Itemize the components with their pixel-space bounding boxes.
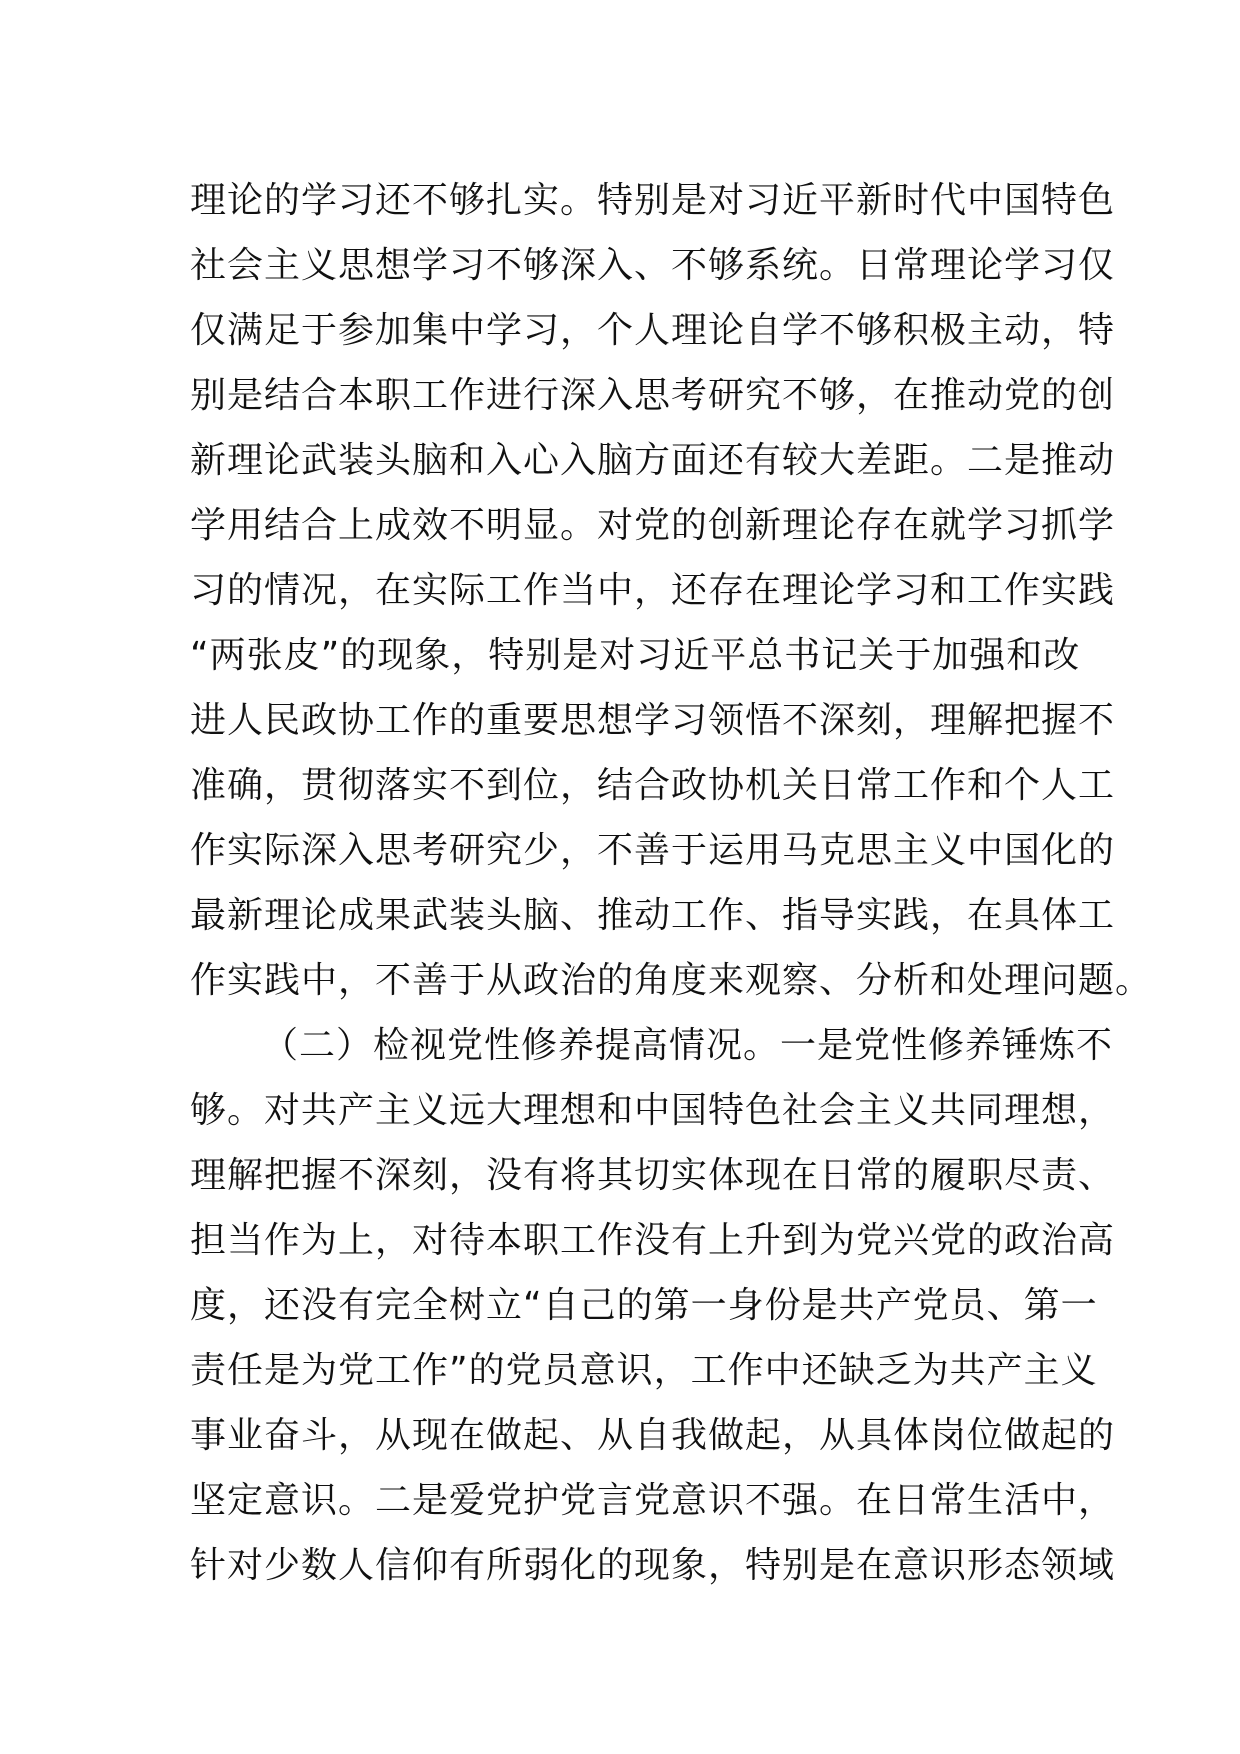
text-line: 进人民政协工作的重要思想学习领悟不深刻，理解把握不	[190, 700, 1116, 741]
text-line: 学用结合上成效不明显。对党的创新理论存在就学习抓学	[190, 505, 1116, 546]
text-line: 度，还没有完全树立“自己的第一身份是共产党员、第一	[190, 1285, 1098, 1326]
body-text	[190, 168, 1153, 1598]
text-line: 针对少数人信仰有所弱化的现象，特别是在意识形态领域	[190, 1545, 1116, 1586]
text-line: 最新理论成果武装头脑、推动工作、指导实践，在具体工	[190, 895, 1116, 936]
text-line: 新理论武装头脑和入心入脑方面还有较大差距。二是推动	[190, 440, 1116, 481]
paragraph-start-line: （二）检视党性修养提高情况。一是党性修养锤炼不	[262, 1025, 1114, 1066]
text-line: 坚定意识。二是爱党护党言党意识不强。在日常生活中，	[190, 1480, 1116, 1521]
text-line: 习的情况，在实际工作当中，还存在理论学习和工作实践	[190, 570, 1116, 611]
text-line: 事业奋斗，从现在做起、从自我做起，从具体岗位做起的	[190, 1415, 1116, 1456]
text-line: 仅满足于参加集中学习，个人理论自学不够积极主动，特	[190, 310, 1116, 351]
text-line: 够。对共产主义远大理想和中国特色社会主义共同理想，	[190, 1090, 1116, 1131]
text-line: 作实际深入思考研究少，不善于运用马克思主义中国化的	[190, 830, 1116, 871]
text-line: 理解把握不深刻，没有将其切实体现在日常的履职尽责、	[190, 1155, 1116, 1196]
text-line: “两张皮”的现象，特别是对习近平总书记关于加强和改	[190, 635, 1081, 676]
text-line: 理论的学习还不够扎实。特别是对习近平新时代中国特色	[190, 180, 1116, 221]
text-line: 社会主义思想学习不够深入、不够系统。日常理论学习仅	[190, 245, 1116, 286]
text-line: 责任是为党工作”的党员意识，工作中还缺乏为共产主义	[190, 1350, 1098, 1391]
text-line: 担当作为上，对待本职工作没有上升到为党兴党的政治高	[190, 1220, 1116, 1261]
text-line: 别是结合本职工作进行深入思考研究不够，在推动党的创	[190, 375, 1116, 416]
paragraph-end-line: 作实践中，不善于从政治的角度来观察、分析和处理问题。	[190, 960, 1153, 1001]
text-line: 准确，贯彻落实不到位，结合政协机关日常工作和个人工	[190, 765, 1116, 806]
